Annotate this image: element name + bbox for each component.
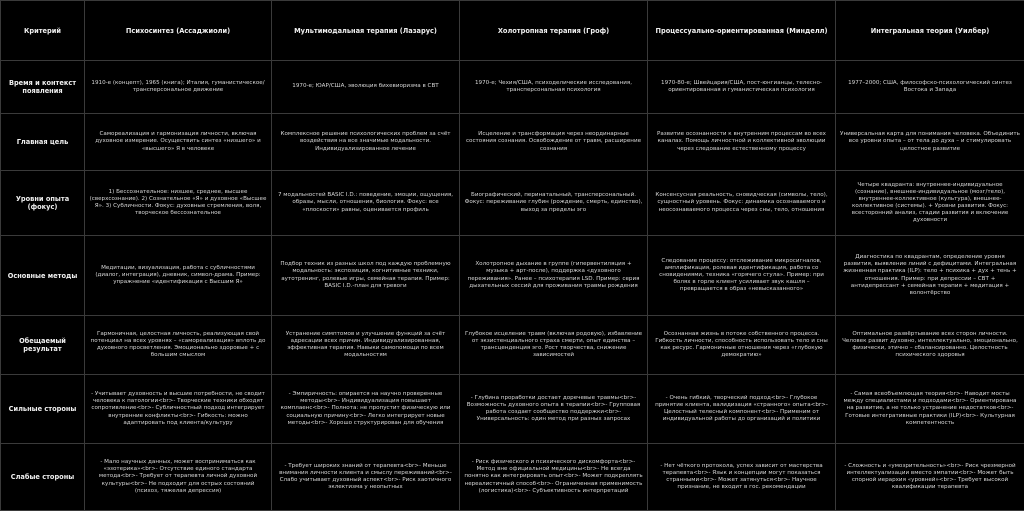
table-row [1,114,1024,171]
table-cell: - Сложность и «умозрительность»<br>- Риск чрезмерной интеллектуализации вместо эмпатии<br>- Может быть спорной иерархия «уровней»<br>- Требует высокой квалификации терапевта [836,444,1024,511]
header-multimodal: Мультимодальная терапия (Лазарус) [272,1,460,61]
criterion-cell: Основные методы [1,236,85,316]
table-cell: 1970-80-е; Швейцария/США, пост-юнгианцы, телесно-ориентированная и гуманистическая психология [648,61,836,114]
table-row [1,171,1024,236]
table-cell: - Требует широких знаний от терапевта<br>- Меньше внимания личности клиента и смыслу переживаний<br>- Слабо учитывает духовный аспект<br>- Риск хаотичного эклектизма у неопытных [272,444,460,511]
header-criterion: Критерий [1,1,85,61]
table-cell: Биографический, перинатальный, трансперсональный. Фокус: переживание глубин (рождение, смерть, единство), выход за пределы эго [460,171,648,236]
criterion-cell: Уровни опыта (фокус) [1,171,85,236]
table-cell: Комплексное решение психологических проблем за счёт воздействия на все значимые модальности. Индивидуализированное лечение [272,114,460,171]
table-cell: - Мало научных данных, может восприниматься как «эзотерика»<br>- Отсутствие единого стандарта метода<br>- Требует от терапевта личной духовной культуры<br>- Не подходит для острых состояний (психоз, тяжелая депрессия) [85,444,272,511]
header-holotropic: Холотропная терапия (Гроф) [460,1,648,61]
table-cell: Консенсусная реальность, сновидческая (символы, тело), сущностный уровень. Фокус: динамика осознаваемого и неосознаваемого процесса через сны, тело, отношения [648,171,836,236]
table-cell: 1970-е; Чехия/США, психоделические исследования, трансперсональная психология [460,61,648,114]
table-cell: - Учитывает духовность и высшие потребности, не сводит человека к патологии<br>- Творческие техники обходят сопротивление<br>- Субличностный подход интегрирует внутренние конфликты<br>- Гибкость: можно адаптировать под клиента/культуру [85,375,272,444]
table-cell: 1) Бессознательное: низшее, среднее, высшее (сверхсознание). 2) Сознательное «Я» и духовное «Высшее Я». 3) Субличности. Фокус: духовные стремления, воля, творческое бессознательное [85,171,272,236]
table-cell: Глубокое исцеление травм (включая родовую), избавление от экзистенциального страха смерти, опыт единства – трансценденция эго. Рост творчества, снижение зависимостей [460,316,648,375]
criterion-cell: Обещаемый результат [1,316,85,375]
table-cell: Диагностика по квадрантам, определение уровня развития, выявление линий с дефицитами. Интегральная жизненная практика (ILP): тело + психика + дух + тень + отношения. Пример: при депрессии – СВТ + антидепрессант + семейная терапия + медитация + волонтёрство [836,236,1024,316]
table-cell: 1970-е; ЮАР/США, эволюция бихевиоризма в СВТ [272,61,460,114]
table-row [1,236,1024,316]
table-cell: Медитации, визуализация, работа с субличностями (диалог, интеграция), дневник, символ-драма. Пример: упражнение «идентификация с Высшим Я» [85,236,272,316]
table-cell: Холотропное дыхание в группе (гипервентиляция + музыка + арт-после), поддержка «духовного переживания». Ранее – психотерапия LSD. Пример: серия дыхательных сессий для проживания травмы рождения [460,236,648,316]
table-row [1,375,1024,444]
table-cell: Осознанная жизнь в потоке собственного процесса. Гибкость личности, способность использовать тело и сны как ресурс. Гармоничные отношения через «глубокую демократию» [648,316,836,375]
table-row [1,316,1024,375]
table-cell: Исцеление и трансформация через неординарные состояния сознания. Освобождение от травм, расширение сознания [460,114,648,171]
table-cell: 7 модальностей BASIC I.D.: поведение, эмоции, ощущения, образы, мысли, отношения, биология. Фокус: все «плоскости» равны, оценивается профиль [272,171,460,236]
criterion-cell: Слабые стороны [1,444,85,511]
table-cell: 1977–2000; США, философско-психологический синтез Востока и Запада [836,61,1024,114]
table-cell: Оптимальное развёртывание всех сторон личности. Человек развит духовно, интеллектуально, эмоционально, физически, этично – сбалансированно. Целостность психического здоровья [836,316,1024,375]
header-row [1,1,1024,61]
table-cell: - Самая всеобъемлющая теория<br>- Наводит мосты между специалистами и подходами<br>- Ориентирована на развитие, а не только устранение недостатков<br>- Готовые интегративные практики (ILP)<br>- Культурная компетентность [836,375,1024,444]
table-cell: - Риск физического и психического дискомфорта<br>- Метод вне официальной медицины<br>- Не всегда понятно как интегрировать опыт<br>- Может подкреплять нереалистичный способ<br>- Ограниченная применимость (логистика)<br>- Субъективность интерпретаций [460,444,648,511]
table-cell: - Очень гибкий, творческий подход<br>- Глубокое принятие клиента, валидизация «странного» опыта<br>- Целостный телесный компонент<br>- Применим от индивидуальной работы до организаций и политики [648,375,836,444]
table-cell: - Нет чёткого протокола, успех зависит от мастерства терапевта<br>- Язык и концепции могут показаться странными<br>- Может затянуться<br>- Научное признание, не входит в гос. рекомендации [648,444,836,511]
table-cell: Подбор техник из разных школ под каждую проблемную модальность: экспозиция, когнитивные техники, аутотренинг, ролевые игры, семейная терапия. Пример: BASIC I.D.-план для тревоги [272,236,460,316]
table-cell: Следование процессу: отслеживание микросигналов, амплификация, ролевая идентификация, работа со сновидениями, техника «горячего стула». Пример: при болях в горле клиент усиливает звук кашля – превращается в образ «невысказанного» [648,236,836,316]
header-integral: Интегральная теория (Уилбер) [836,1,1024,61]
criterion-cell: Сильные стороны [1,375,85,444]
table-cell: - Эмпиричность: опирается на научно проверенные методы<br>- Индивидуализация повышает комплаенс<br>- Полнота: не пропустит физическую или социальную причину<br>- Легко интегрирует новые методы<br>- Хорошо структурирован для обучения [272,375,460,444]
table-cell: Устранение симптомов и улучшение функций за счёт адресации всех причин. Индивидуализированная, эффективная терапия. Навыки самопомощи по всем модальностям [272,316,460,375]
header-psychosynthesis: Психосинтез (Ассаджиоли) [85,1,272,61]
table-cell: 1910-е (концепт), 1965 (книга); Италия, гуманистическое/трансперсональное движение [85,61,272,114]
table-row [1,61,1024,114]
table-cell: Самореализация и гармонизация личности, включая духовное измерение. Осуществить синтез «низшего» и «высшего» Я в человеке [85,114,272,171]
table-cell: Четыре квадранта: внутреннее-индивидуальное (сознание), внешнее-индивидуальное (мозг/тело), внутреннее-коллективное (культура), внешнее-коллективное (системы). + Уровни развития. Фокус: всесторонний анализ, стадии развития и включение духовности [836,171,1024,236]
criterion-cell: Время и контекст появления [1,61,85,114]
header-process-oriented: Процессуально-ориентированная (Минделл) [648,1,836,61]
table-cell: - Глубина проработки достает доречевые травмы<br>- Возможность духовного опыта в терапии<br>- Групповая работа создает сообщество поддержки<br>- Универсальность: один метод при разных запросах [460,375,648,444]
table-row [1,444,1024,511]
table-cell: Гармоничная, целостная личность, реализующая свой потенциал на всех уровнях – «самореализация» вплоть до духовного просветления. Эмоционально здоровые + с большим смыслом [85,316,272,375]
table-cell: Развитие осознанности к внутренним процессам во всех каналах. Помощь личностной и коллективной эволюции через следование естественному процессу [648,114,836,171]
criterion-cell: Главная цель [1,114,85,171]
table-cell: Универсальная карта для понимания человека. Объединить все уровни опыта – от тела до духа – и стимулировать целостное развитие [836,114,1024,171]
